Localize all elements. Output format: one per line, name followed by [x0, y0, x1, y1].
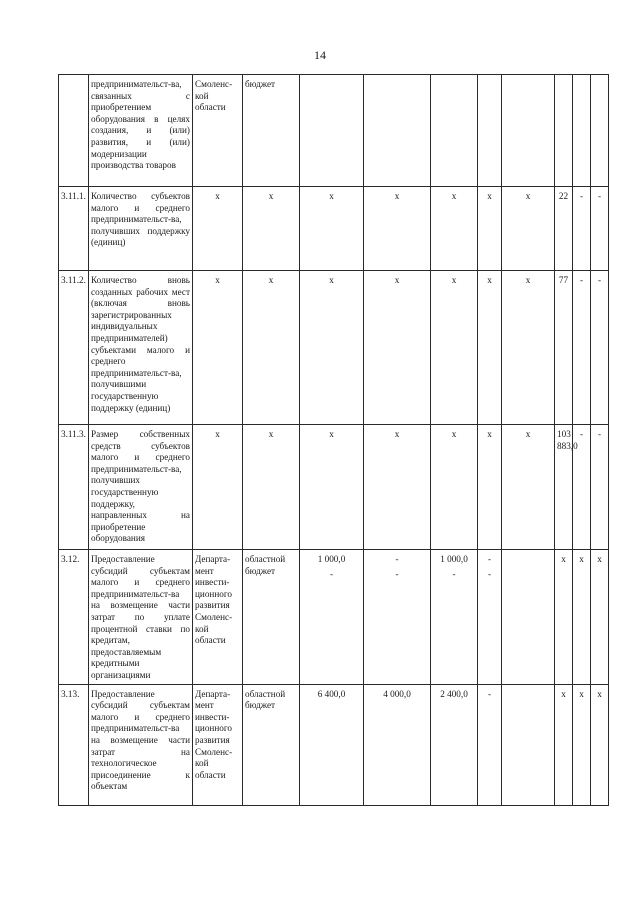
value-line: х — [579, 554, 584, 564]
value-cell — [573, 271, 591, 425]
value-cell — [431, 271, 478, 425]
value-cell — [300, 550, 364, 685]
value-line: - — [579, 429, 584, 439]
value-line: 6 400,0 — [317, 688, 346, 699]
value-cell — [478, 75, 502, 187]
value-cell — [591, 550, 609, 685]
row-funding-source: х — [243, 425, 300, 550]
value-line: х — [451, 275, 457, 285]
value-line: 1 000,0 — [317, 554, 346, 564]
value-line: х — [487, 429, 492, 439]
row-number: 3.11.3. — [59, 425, 89, 550]
value-line: х — [394, 191, 400, 201]
value-cell — [591, 271, 609, 425]
value-cell — [591, 425, 609, 550]
value-line: - — [329, 568, 334, 579]
value-line — [366, 79, 428, 91]
row-description: Количество вновь созданных рабочих мест (включая вновь зарегистрированных индивидуальных предпринимателей) субъектами малого и среднего предпринимательст-ва, получившими государственную поддержку (единиц) — [89, 271, 193, 425]
row-executor: х — [193, 187, 243, 271]
value-cell — [300, 271, 364, 425]
row-executor: Департа-мент инвести-ционного развития Смоленс-кой области — [193, 550, 243, 685]
table-row — [59, 75, 609, 187]
value-cell — [502, 75, 555, 187]
value-line: х — [329, 429, 334, 439]
row-number: 3.13. — [59, 684, 89, 805]
row-description: Предоставление субсидий субъектам малого и среднего предпринимательст-ва на возмещение части затрат на технологическое присоединение к объектам — [89, 684, 193, 805]
value-cell — [502, 684, 555, 805]
value-line: х — [579, 688, 584, 699]
value-line: х — [394, 275, 400, 285]
value-line: - — [579, 275, 584, 285]
table-body — [59, 75, 609, 806]
table-row — [59, 271, 609, 425]
value-cell — [364, 425, 431, 550]
value-line: х — [394, 429, 400, 439]
value-line: 103 883,0 — [557, 429, 578, 451]
value-cell — [591, 75, 609, 187]
row-funding-source: бюджет — [243, 75, 300, 187]
value-cell — [502, 187, 555, 271]
value-line — [480, 79, 499, 91]
value-cell — [431, 425, 478, 550]
value-cell — [478, 271, 502, 425]
value-cell — [364, 684, 431, 805]
row-number: 3.11.2. — [59, 271, 89, 425]
row-funding-source: х — [243, 187, 300, 271]
value-line: 1 000,0 — [440, 554, 468, 564]
row-number — [59, 75, 89, 187]
value-cell — [573, 187, 591, 271]
value-cell — [364, 75, 431, 187]
value-cell — [300, 75, 364, 187]
value-line: - — [452, 568, 456, 579]
value-line: - — [579, 191, 584, 201]
table-row — [59, 425, 609, 550]
value-cell — [364, 271, 431, 425]
value-line: х — [451, 429, 457, 439]
value-line — [504, 79, 552, 91]
value-line — [302, 79, 361, 91]
value-line: х — [525, 429, 531, 439]
value-line — [557, 79, 570, 91]
row-number: 3.12. — [59, 550, 89, 685]
value-line: - — [487, 688, 492, 699]
value-cell — [431, 550, 478, 685]
value-cell — [478, 425, 502, 550]
row-funding-source: х — [243, 271, 300, 425]
value-cell — [502, 271, 555, 425]
value-line: 77 — [558, 275, 569, 285]
value-line — [433, 79, 475, 91]
value-line: 4 000,0 — [383, 688, 411, 699]
value-cell — [555, 684, 573, 805]
page-number: 14 — [314, 48, 326, 62]
value-cell — [502, 550, 555, 685]
value-line: 22 — [558, 191, 569, 201]
value-line: х — [525, 191, 531, 201]
value-line: - — [395, 554, 399, 564]
value-cell — [478, 684, 502, 805]
value-line — [504, 554, 552, 566]
row-description: Размер собственных средств субъектов малого и среднего предпринимательст-ва, получивших государственную поддержку, направленных на приобретение оборудования — [89, 425, 193, 550]
value-cell — [555, 271, 573, 425]
value-line: х — [597, 554, 602, 564]
value-line: - — [395, 568, 399, 579]
value-cell — [555, 75, 573, 187]
value-line — [504, 689, 552, 701]
row-number: 3.11.1. — [59, 187, 89, 271]
value-cell — [573, 684, 591, 805]
row-funding-source: областной бюджет — [243, 550, 300, 685]
value-line: - — [487, 554, 492, 564]
value-cell — [431, 187, 478, 271]
value-line: х — [329, 191, 334, 201]
row-executor: х — [193, 425, 243, 550]
table-row — [59, 187, 609, 271]
value-line: х — [597, 688, 602, 699]
value-cell — [364, 187, 431, 271]
value-line: х — [487, 191, 492, 201]
value-line: х — [451, 191, 457, 201]
value-cell — [300, 684, 364, 805]
row-executor: х — [193, 271, 243, 425]
row-description: Предоставление субсидий субъектам малого и среднего предпринимательст-ва на возмещение части затрат по уплате процентной ставки по кредитам, предоставляемым кредитными организациями — [89, 550, 193, 685]
value-line: 2 400,0 — [440, 688, 468, 699]
value-cell — [300, 425, 364, 550]
value-cell — [591, 187, 609, 271]
value-line — [593, 79, 606, 91]
value-line — [575, 79, 588, 91]
row-executor: Смоленс-кой области — [193, 75, 243, 187]
value-line: - — [597, 429, 602, 439]
row-description: предпринимательст-ва, связанных с приобретением оборудования в целях создания, и (или) развития, и (или) модернизации производства товаров — [89, 75, 193, 187]
value-line: х — [329, 275, 334, 285]
table-row — [59, 550, 609, 685]
value-cell — [431, 75, 478, 187]
value-line: х — [561, 554, 566, 564]
table-row — [59, 684, 609, 805]
value-line: х — [525, 275, 531, 285]
budget-table — [58, 74, 609, 806]
value-line: х — [487, 275, 492, 285]
row-executor: Департа-мент инвести-ционного развития Смоленс-кой области — [193, 684, 243, 805]
row-funding-source: областной бюджет — [243, 684, 300, 805]
value-cell — [591, 684, 609, 805]
value-cell — [573, 550, 591, 685]
value-cell — [478, 187, 502, 271]
value-cell — [555, 187, 573, 271]
value-line: - — [487, 568, 492, 579]
value-cell — [555, 425, 578, 550]
value-line: х — [561, 688, 566, 699]
value-line: - — [597, 191, 602, 201]
value-cell — [300, 187, 364, 271]
value-cell — [555, 550, 573, 685]
value-cell — [431, 684, 478, 805]
row-description: Количество субъектов малого и среднего предпринимательст-ва, получивших поддержку (единиц) — [89, 187, 193, 271]
value-line: - — [597, 275, 602, 285]
value-cell — [478, 550, 502, 685]
value-cell — [573, 75, 591, 187]
value-cell — [502, 425, 555, 550]
value-cell — [364, 550, 431, 685]
